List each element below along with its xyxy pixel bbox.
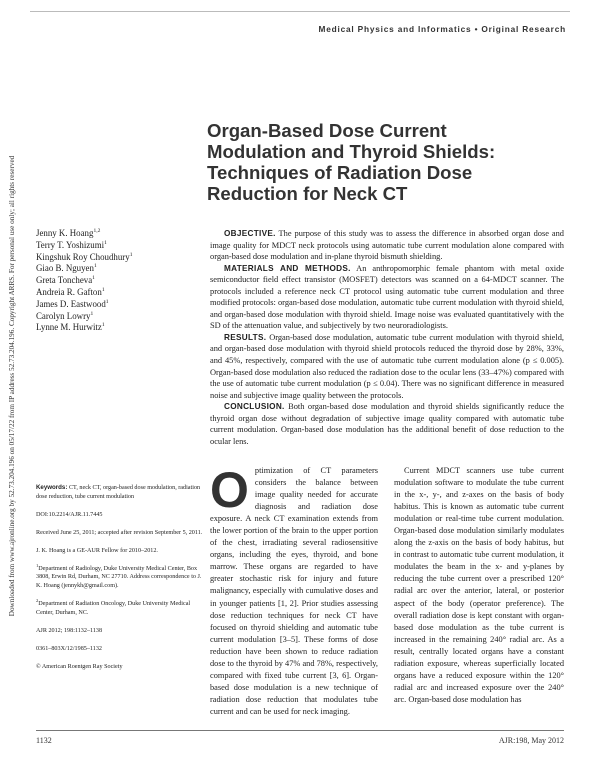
affiliation-2: $^2$Department of Radiation Oncology, Duke University Medical Center, Durham, NC.	[36, 598, 191, 617]
footer-rule	[36, 730, 564, 731]
fellowship-note: J. K. Hoang is a GE-AUR Fellow for 2010–2012.	[36, 547, 158, 554]
page-number: 1132	[36, 736, 52, 745]
author: Andreia R. Gafton$^1$	[36, 286, 105, 297]
author: Lynne M. Hurwitz$^1$	[36, 322, 105, 333]
body-paragraph: ptimization of CT parameters considers the balance between image quality needed for accurate diagnosis and radiation dose exposure. A neck CT examination extends from the lower portion of the brain to the upper portion of the chest, irradiating several radiosensitive organs, including the eyes, thyroid, and bone marrow. These organs are regarded to have greater stochastic risk for injury and future malignancy, especially with cumulative doses and in younger patients [1, 2]. Prior studies assessing dose reduction techniques for neck CT have focused on thyroid shielding and automatic tube current modulation [3–5]. These forms of dose reduction have been shown to reduce radiation dose to the thyroid by 47% and 78%, respectively, compared with fixed tube current [3, 6]. Organ-based dose modulation is a new technique of radiation dose reduction that modulates tube current and can be used for neck imaging.	[210, 466, 378, 716]
section-header: Medical Physics and Informatics • Original Research	[318, 24, 566, 34]
body-paragraph: Current MDCT scanners use tube current modulation software to modulate the tube current in the x-, y-, and z-axes on the basis of body habitus. This is known as automatic tube current modulation or real-time tube current modulation. Organ-based dose modulation similarly modulates along the z-axis on the basis of body habitus, but in contrast to automatic tube current modulation, it modulates the beam in the x- and y-planes by reducing the tube current over a prescribed 120° radial arc over the anterior, lateral, or posterior aspect of the body (operator preference). The overall radiation dose is kept constant with organ-based dose modulation as the tube current is increased in the remaining 240° radial arc. As a result, centrally located organs have a constant radiation exposure, whereas superficially located organs have a reduced exposure within the 120° radial arc and increased exposure over the 240° arc. Organ-based dose modulation has	[394, 466, 564, 704]
drop-cap: O	[210, 462, 249, 518]
author: Greta Toncheva$^1$	[36, 275, 95, 286]
abstract-conclusion: CONCLUSION. Both organ-based dose modulation and thyroid shields significantly reduce the thyroid organ dose without degradation of subjective image quality compared with automatic tube current modulation. Organ-based dose modulation has the additional benefit of dose reduction to the ocular lens.	[210, 402, 564, 446]
author: Giao B. Nguyen$^1$	[36, 263, 97, 274]
author: Carolyn Lowry$^1$	[36, 310, 94, 321]
abstract-methods: MATERIALS AND METHODS. An anthropomorphic female phantom with metal oxide semiconductor field effect transistor (MOSFET) detectors was scanned on a 64-MDCT scanner. The protocols included a reference neck CT protocol using automatic tube current modulation and three modified protocols: organ-based dose modulation, automatic tube current modulation with thyroid shield, and organ-based dose modulation with thyroid shield. Image noise was evaluated quantitatively with the SD of the attenuation value, and subjectively by two neuroradiologists.	[210, 263, 564, 331]
keywords: Keywords: CT, neck CT, organ-based dose modulation, radiation dose reduction, tube current modulation	[36, 484, 201, 500]
body-column-1	[210, 462, 378, 718]
abstract	[210, 228, 564, 447]
author: Jenny K. Hoang$^{1,2}$	[36, 228, 101, 238]
body-column-2	[394, 465, 564, 706]
citation: AJR 2012; 198:1132–1138	[36, 628, 103, 635]
author: James D. Eastwood$^1$	[36, 298, 109, 309]
article-title: Organ-Based Dose Current Modulation and Thyroid Shields: Techniques of Radiation Dose Reduction for Neck CT	[207, 120, 496, 204]
author-list	[36, 228, 206, 334]
author: Kingshuk Roy Choudhury$^1$	[36, 251, 133, 262]
copyright: © American Roentgen Ray Society	[36, 663, 123, 670]
doi: DOI:10.2214/AJR.11.7445	[36, 511, 103, 518]
issn: 0361–803X/12/1985–1132	[36, 645, 102, 652]
article-metadata	[36, 484, 208, 681]
top-rule	[30, 11, 570, 12]
abstract-results: RESULTS. Organ-based dose modulation, automatic tube current modulation with thyroid shield, and organ-based dose modulation with thyroid shield protocols reduced the thyroid dose by 28%, 33%, and 45%, respectively, compared with the use of automatic tube current modulation alone (p ≤ 0.005). Organ-based dose modulation also reduced the radiation dose to the ocular lens (33–47%) compared with the use of automatic tube current modulation (p ≤ 0.04). There was no significant difference in measured noise and subjective image quality between the protocols.	[210, 332, 565, 400]
download-notice: Downloaded from www.ajronline.org by 52.73.204.196 on 05/17/22 from IP address 52.73.204.196. Copyright ARRS. For personal use only; all rights reserved	[8, 155, 16, 617]
author: Terry T. Yoshizumi$^1$	[36, 239, 107, 250]
received-date: Received June 25, 2011; accepted after revision September 5, 2011.	[36, 529, 203, 536]
affiliation-1: $^1$Department of Radiology, Duke University Medical Center, Box 3808, Erwin Rd, Durham, NC 27710. Address correspondence to J. K. Hoang (jennykh@gmail.com).	[36, 562, 202, 590]
abstract-objective: OBJECTIVE. The purpose of this study was to assess the difference in absorbed organ dose and image quality for MDCT neck protocols using automatic tube current modulation alone compared with organ-based dose modulation and in-plane thyroid bismuth shielding.	[210, 229, 564, 262]
journal-issue: AJR:198, May 2012	[498, 736, 564, 745]
